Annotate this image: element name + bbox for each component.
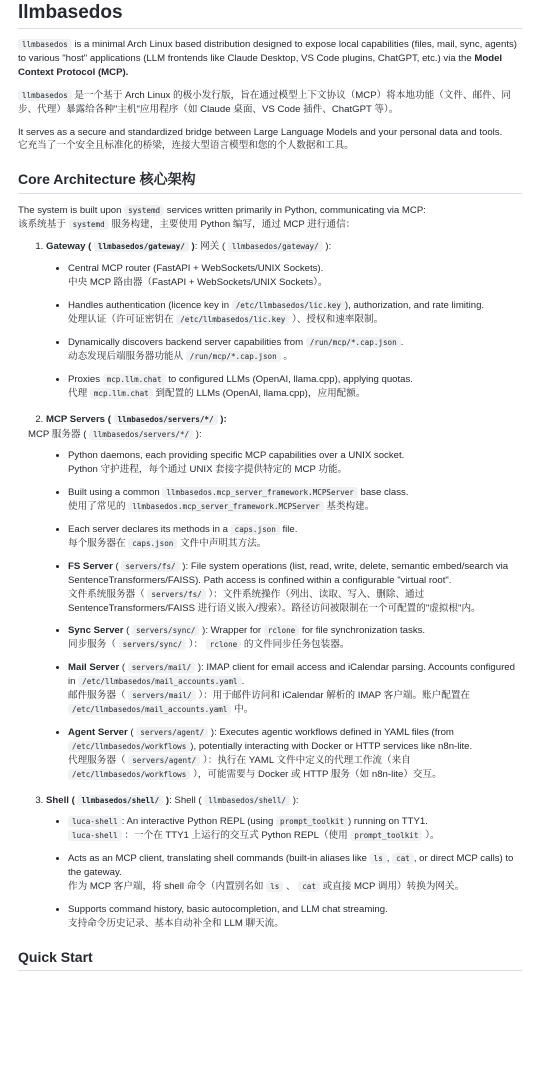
intro-paragraph: llmbasedos is a minimal Arch Linux based distribution designed to expose local capabilities (files, mail, sync, agents) to various "host" applications (LLM frontends like Claude Desktop, VS Code plugins, ChatGPT, etc.) via the Model Context Protocol (MCP). [18, 39, 517, 78]
core-intro: The system is built upon systemd services written primarily in Python, communicating via MCP: 该系统基于 systemd 服务构建，主要使用 Python 编写，通过 MCP 进行通信： [18, 204, 426, 230]
inline-code: llmbasedos [18, 39, 72, 50]
list-item: • Each server declares its methods in a caps.json file. 每个服务器在 caps.json 文件中声明其方法。 [68, 523, 522, 551]
core-architecture-heading: Core Architecture 核心架构 [18, 169, 522, 193]
inline-code: llmbasedos [18, 90, 72, 101]
list-item: • Python daemons, each providing specific MCP capabilities over a UNIX socket. Python 守护进程，每个通过 UNIX 套接字提供特定的 MCP 功能。 [68, 449, 522, 477]
page-title: llmbasedos [18, 0, 522, 29]
list-item: • Proxies mcp.llm.chat to configured LLMs (OpenAI, llama.cpp), applying quotas. 代理 mcp.llm.chat 到配置的 LLMs (OpenAI, llama.cpp)，应用配额。 [68, 373, 522, 401]
list-item-mcp-servers: 2. MCP Servers ( llmbasedos/servers/*/ ): MCP 服务器 ( llmbasedos/servers/*/ ): • Python daemons, each providing specific MCP capabilities over a UNIX socket. Python 守护进程，每个通过 UNIX 套接字提供特定的 MCP 功能。 • Built using a common llmbasedos.mcp_server_framework.MCPServer base class. 使用了常见的 llmbasedos.mcp_server_framework.MCPServer 基类构建。 • Each server declares its methods in a caps.json file. 每个服务器在 caps.json 文件中声明其方法。 • FS Server ( servers/fs/ ): File system operations (list, read, write, delete, semantic embed/search via SentenceTransformers/FAISS). Path access is confined within a configurable "virtual root". 文件系统服务器（ servers/fs/ ）：文件系统操作（列出、读取、写入、删除、通过 SentenceTransformers/FAISS 进行语义嵌入/搜索）。路径访问被限制在一个可配置的"虚拟根"内。 • Sync Server ( servers/sync/ ): Wrapper for rclone for file synchronization tasks. 同步服务（ servers/sync/ ）： rclone 的文件同步任务包装器。 • Mail Server ( servers/mail/ ): IMAP client for email access and iCalendar parsing. Accounts configured in /etc/llmbasedos/mail_accounts.yaml . 邮件服务器（ servers/mail/ ）：用于邮件访问和 iCalendar 解析的 IMAP 客户端。账户配置在 /etc/llmbasedos/mail_accounts.yaml 中。 • Agent Server ( servers/agent/ ): Executes agentic workflows defined in YAML files (from /etc/llmbasedos/workflows ), potentially interacting with Docker or HTTP services like n8n-lite. 代理服务器（ servers/agent/ ）：执行在 YAML 文件中定义的代理工作流（来自 /etc/llmbasedos/workflows ），可能需要与 Docker 或 HTTP 服务（如 n8n-lite）交互。 [46, 413, 522, 782]
list-item: • Dynamically discovers backend server capabilities from /run/mcp/*.cap.json . 动态发现后端服务器功能从 /run/mcp/*.cap.json 。 [68, 336, 522, 364]
mcp-bold: Model Context Protocol (MCP). [18, 52, 503, 78]
list-item: • Built using a common llmbasedos.mcp_server_framework.MCPServer base class. 使用了常见的 llmbasedos.mcp_server_framework.MCPServer 基类构建。 [68, 486, 522, 514]
list-item: • Supports command history, basic autocompletion, and LLM chat streaming. 支持命令历史记录、基本自动补全和 LLM 聊天流。 [68, 903, 522, 931]
list-item-fs-server: • FS Server ( servers/fs/ ): File system operations (list, read, write, delete, semantic embed/search via SentenceTransformers/FAISS). Path access is confined within a configurable "virtual root". 文件系统服务器（ servers/fs/ ）：文件系统操作（列出、读取、写入、删除、通过 SentenceTransformers/FAISS 进行语义嵌入/搜索）。路径访问被限制在一个可配置的"虚拟根"内。 [68, 560, 522, 616]
list-item: • luca-shell : An interactive Python REPL (using prompt_toolkit ) running on TTY1. luca-shell ：一个在 TTY1 上运行的交互式 Python REPL（使用 prompt_toolkit ）。 [68, 815, 522, 843]
list-item-mail-server: • Mail Server ( servers/mail/ ): IMAP client for email access and iCalendar parsing. Accounts configured in /etc/llmbasedos/mail_accounts.yaml . 邮件服务器（ servers/mail/ ）：用于邮件访问和 iCalendar 解析的 IMAP 客户端。账户配置在 /etc/llmbasedos/mail_accounts.yaml 中。 [68, 661, 522, 717]
list-item-gateway: 1. Gateway ( llmbasedos/gateway/ ): 网关 ( llmbasedos/gateway/ ): • Central MCP router (FastAPI + WebSockets/UNIX Sockets). 中央 MCP 路由器（FastAPI + WebSockets/UNIX Sockets）。 • Handles authentication (licence key in /etc/llmbasedos/lic.key ), authorization, and rate limiting. 处理认证（许可证密钥在 /etc/llmbasedos/lic.key ）、授权和速率限制。 • Dynamically discovers backend server capabilities from /run/mcp/*.cap.json . 动态发现后端服务器功能从 /run/mcp/*.cap.json 。 • Proxies mcp.llm.chat to configured LLMs (OpenAI, llama.cpp), applying quotas. 代理 mcp.llm.chat 到配置的 LLMs (OpenAI, llama.cpp)，应用配额。 [46, 240, 522, 400]
list-item-sync-server: • Sync Server ( servers/sync/ ): Wrapper for rclone for file synchronization tasks. 同步服务（ servers/sync/ ）： rclone 的文件同步任务包装器。 [68, 624, 522, 652]
component-list [18, 240, 522, 930]
bridge-paragraph: It serves as a secure and standardized bridge between Large Language Models and your personal data and tools. 它充当了一个安全且标准化的桥梁，连接大型语言模型和您的个人数据和工具。 [18, 126, 503, 152]
list-item: • Handles authentication (licence key in /etc/llmbasedos/lic.key ), authorization, and rate limiting. 处理认证（许可证密钥在 /etc/llmbasedos/lic.key ）、授权和速率限制。 [68, 299, 522, 327]
intro-paragraph-zh: llmbasedos 是一个基于 Arch Linux 的极小发行版，旨在通过模型上下文协议（MCP）将本地功能（文件、邮件、同步、代理）暴露给各种"主机"应用程序（如 Claude 桌面、VS Code 插件、ChatGPT 等）。 [18, 89, 511, 115]
list-item: • Central MCP router (FastAPI + WebSockets/UNIX Sockets). 中央 MCP 路由器（FastAPI + WebSockets/UNIX Sockets）。 [68, 262, 522, 290]
list-item-agent-server: • Agent Server ( servers/agent/ ): Executes agentic workflows defined in YAML files (from /etc/llmbasedos/workflows ), potentially interacting with Docker or HTTP services like n8n-lite. 代理服务器（ servers/agent/ ）：执行在 YAML 文件中定义的代理工作流（来自 /etc/llmbasedos/workflows ），可能需要与 Docker 或 HTTP 服务（如 n8n-lite）交互。 [68, 726, 522, 782]
list-item: • Acts as an MCP client, translating shell commands (built-in aliases like ls , cat , or direct MCP calls) to the gateway. 作为 MCP 客户端，将 shell 命令（内置别名如 ls 、 cat 或直接 MCP 调用）转换为网关。 [68, 852, 522, 894]
next-section-heading: Quick Start [18, 947, 522, 971]
list-item-shell: 3. Shell ( llmbasedos/shell/ ): Shell ( llmbasedos/shell/ ): • luca-shell : An interactive Python REPL (using prompt_toolkit ) running on TTY1. luca-shell ：一个在 TTY1 上运行的交互式 Python REPL（使用 prompt_toolkit ）。 • Acts as an MCP client, translating shell commands (built-in aliases like ls , cat , or direct MCP calls) to the gateway. 作为 MCP 客户端，将 shell 命令（内置别名如 ls 、 cat 或直接 MCP 调用）转换为网关。 • Supports command history, basic autocompletion, and LLM chat streaming. 支持命令历史记录、基本自动补全和 LLM 聊天流。 [46, 794, 522, 931]
